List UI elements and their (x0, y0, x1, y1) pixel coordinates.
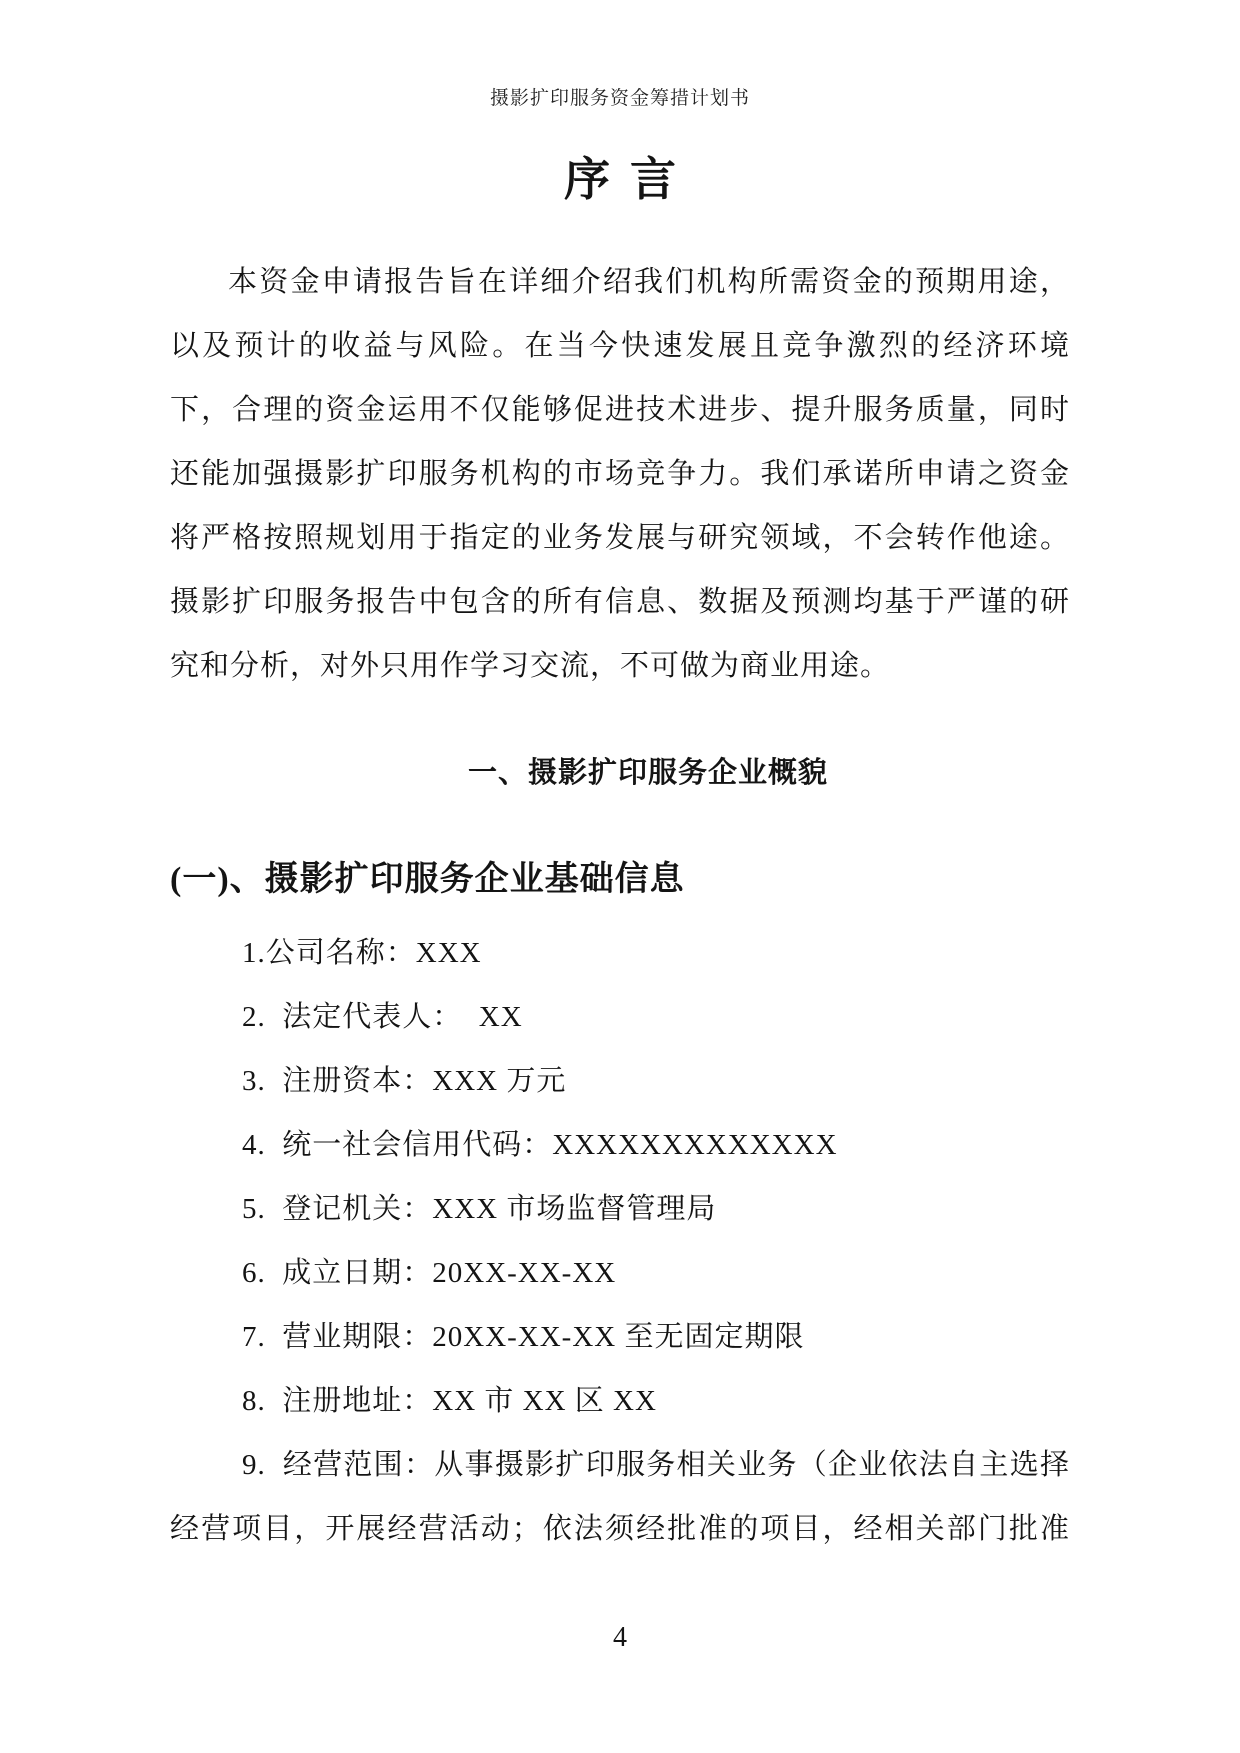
company-info-item: 6. 成立日期：20XX-XX-XX (242, 1257, 617, 1289)
preface-line: 本资金申请报告旨在详细介绍我们机构所需资金的预期用途， (228, 266, 1070, 298)
company-info-item: 1.公司名称：XXX (242, 937, 482, 969)
preface-line: 将严格按照规划用于指定的业务发展与研究领域，不会转作他途。 (170, 522, 1070, 554)
company-info-item: 8. 注册地址：XX 市 XX 区 XX (242, 1385, 657, 1417)
running-header: 摄影扩印服务资金筹措计划书 (489, 88, 750, 109)
preface-line: 摄影扩印服务报告中包含的所有信息、数据及预测均基于严谨的研 (170, 586, 1070, 618)
preface-line: 下，合理的资金运用不仅能够促进技术进步、提升服务质量，同时 (170, 394, 1070, 426)
company-info-item: 9. 经营范围：从事摄影扩印服务相关业务（企业依法自主选择 (242, 1449, 1070, 1481)
page-title: 序言 (564, 154, 696, 205)
section-heading: 一、摄影扩印服务企业概貌 (467, 757, 828, 789)
subsection-heading: (一)、摄影扩印服务企业基础信息 (170, 861, 685, 898)
company-info-item: 7. 营业期限：20XX-XX-XX 至无固定期限 (242, 1321, 805, 1353)
company-info-item: 3. 注册资本：XXX 万元 (242, 1065, 567, 1097)
company-info-item: 4. 统一社会信用代码：XXXXXXXXXXXXX (242, 1129, 838, 1161)
preface-line: 还能加强摄影扩印服务机构的市场竞争力。我们承诺所申请之资金 (170, 458, 1070, 490)
page-number: 4 (613, 1622, 627, 1653)
company-info-item-continuation: 经营项目，开展经营活动；依法须经批准的项目，经相关部门批准 (170, 1513, 1070, 1545)
company-info-item: 5. 登记机关：XXX 市场监督管理局 (242, 1193, 717, 1225)
company-info-item: 2. 法定代表人： XX (242, 1001, 523, 1033)
preface-line: 以及预计的收益与风险。在当今快速发展且竞争激烈的经济环境 (170, 330, 1070, 362)
preface-paragraph (170, 250, 1070, 698)
company-info-list (170, 921, 1070, 1561)
preface-line: 究和分析，对外只用作学习交流，不可做为商业用途。 (170, 650, 891, 682)
